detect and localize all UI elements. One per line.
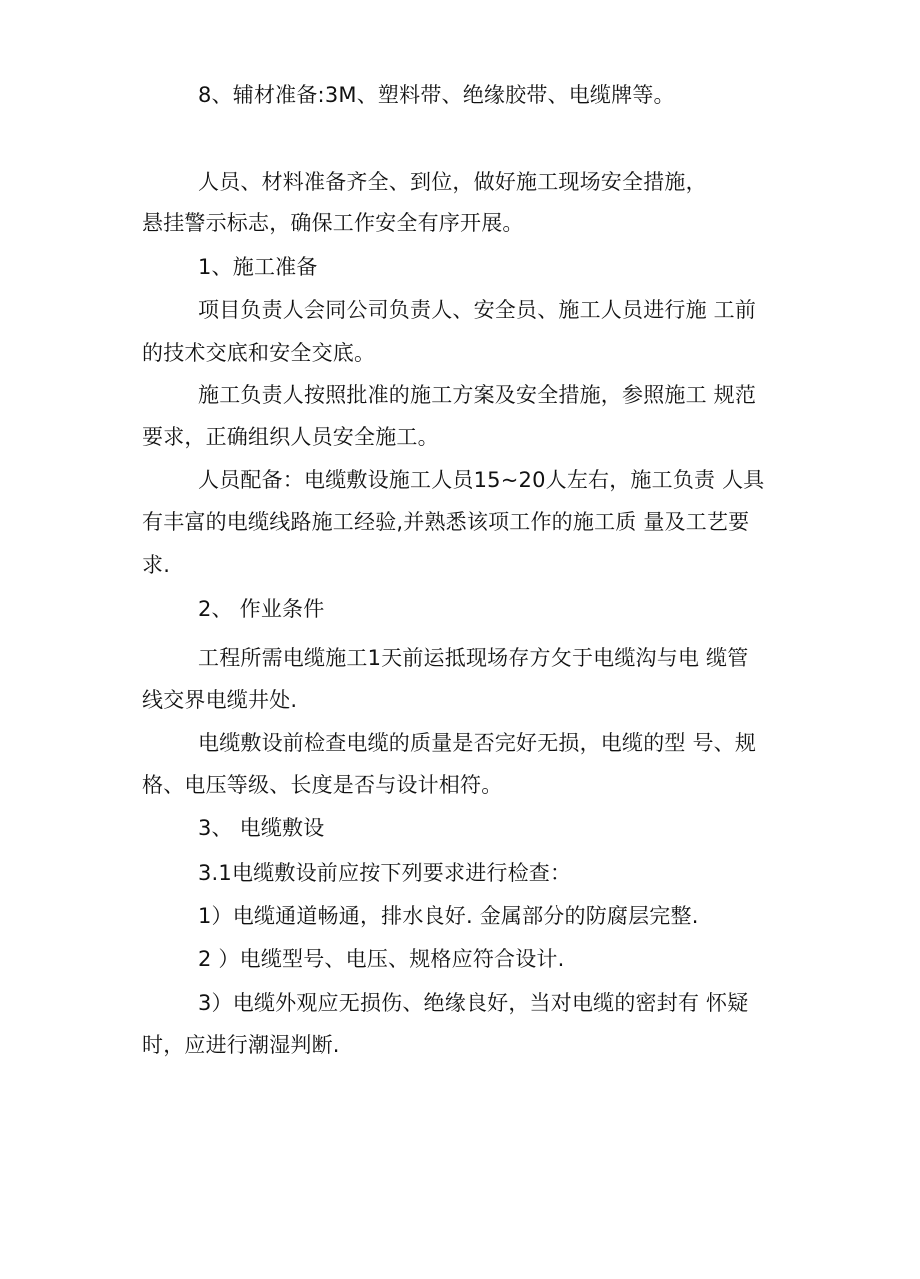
text-line-staffing: 人员配备：电缆敷设施工人员15~20人左右，施工负责 人具 (198, 468, 765, 492)
text-line-check-3: 3）电缆外观应无损伤、绝缘良好，当对电缆的密封有 怀疑 (198, 991, 749, 1015)
text-line-personnel-ready: 人员、材料准备齐全、到位，做好施工现场安全措施， (198, 170, 707, 194)
section-heading-cable-laying: 3、 电缆敷设 (198, 816, 325, 840)
section-heading-construction-prep: 1、施工准备 (198, 255, 318, 279)
text-line-experience: 有丰富的电缆线路施工经验,并熟悉该项工作的施工质 量及工艺要 (142, 510, 750, 534)
text-line-cable-delivery: 工程所需电缆施工1天前运抵现场存方攵于电缆沟与电 缆管 (198, 646, 749, 670)
section-heading-work-conditions: 2、 作业条件 (198, 597, 325, 621)
text-line-moisture-check: 时，应进行潮湿判断. (142, 1033, 340, 1057)
text-line-warning-signs: 悬挂警示标志，确保工作安全有序开展。 (142, 211, 524, 235)
text-line-organize-staff: 要求，正确组织人员安全施工。 (142, 425, 439, 449)
text-line-construction-lead: 施工负责人按照批准的施工方案及安全措施，参照施工 规范 (198, 383, 757, 407)
text-line-check-1: 1）电缆通道畅通，排水良好. 金属部分的防腐层完整. (198, 904, 699, 928)
text-line-auxiliary-materials: 8、辅材准备:3M、塑料带、绝缘胶带、电缆牌等。 (198, 83, 675, 107)
text-line-project-lead: 项目负责人会同公司负责人、安全员、施工人员进行施 工前 (198, 298, 757, 322)
text-line-cable-well: 线交界电缆井处. (142, 688, 298, 712)
text-line-requirements-end: 求. (142, 553, 171, 577)
text-line-tech-briefing: 的技术交底和安全交底。 (142, 341, 376, 365)
text-line-cable-check: 电缆敷设前检查电缆的质量是否完好无损，电缆的型 号、规 (198, 731, 757, 755)
text-line-check-2: 2 ）电缆型号、电压、规格应符合设计. (198, 947, 565, 971)
text-line-inspection-intro: 3.1电缆敷设前应按下列要求进行检查： (198, 861, 572, 885)
text-line-specs-match: 格、电压等级、长度是否与设计相符。 (142, 773, 503, 797)
